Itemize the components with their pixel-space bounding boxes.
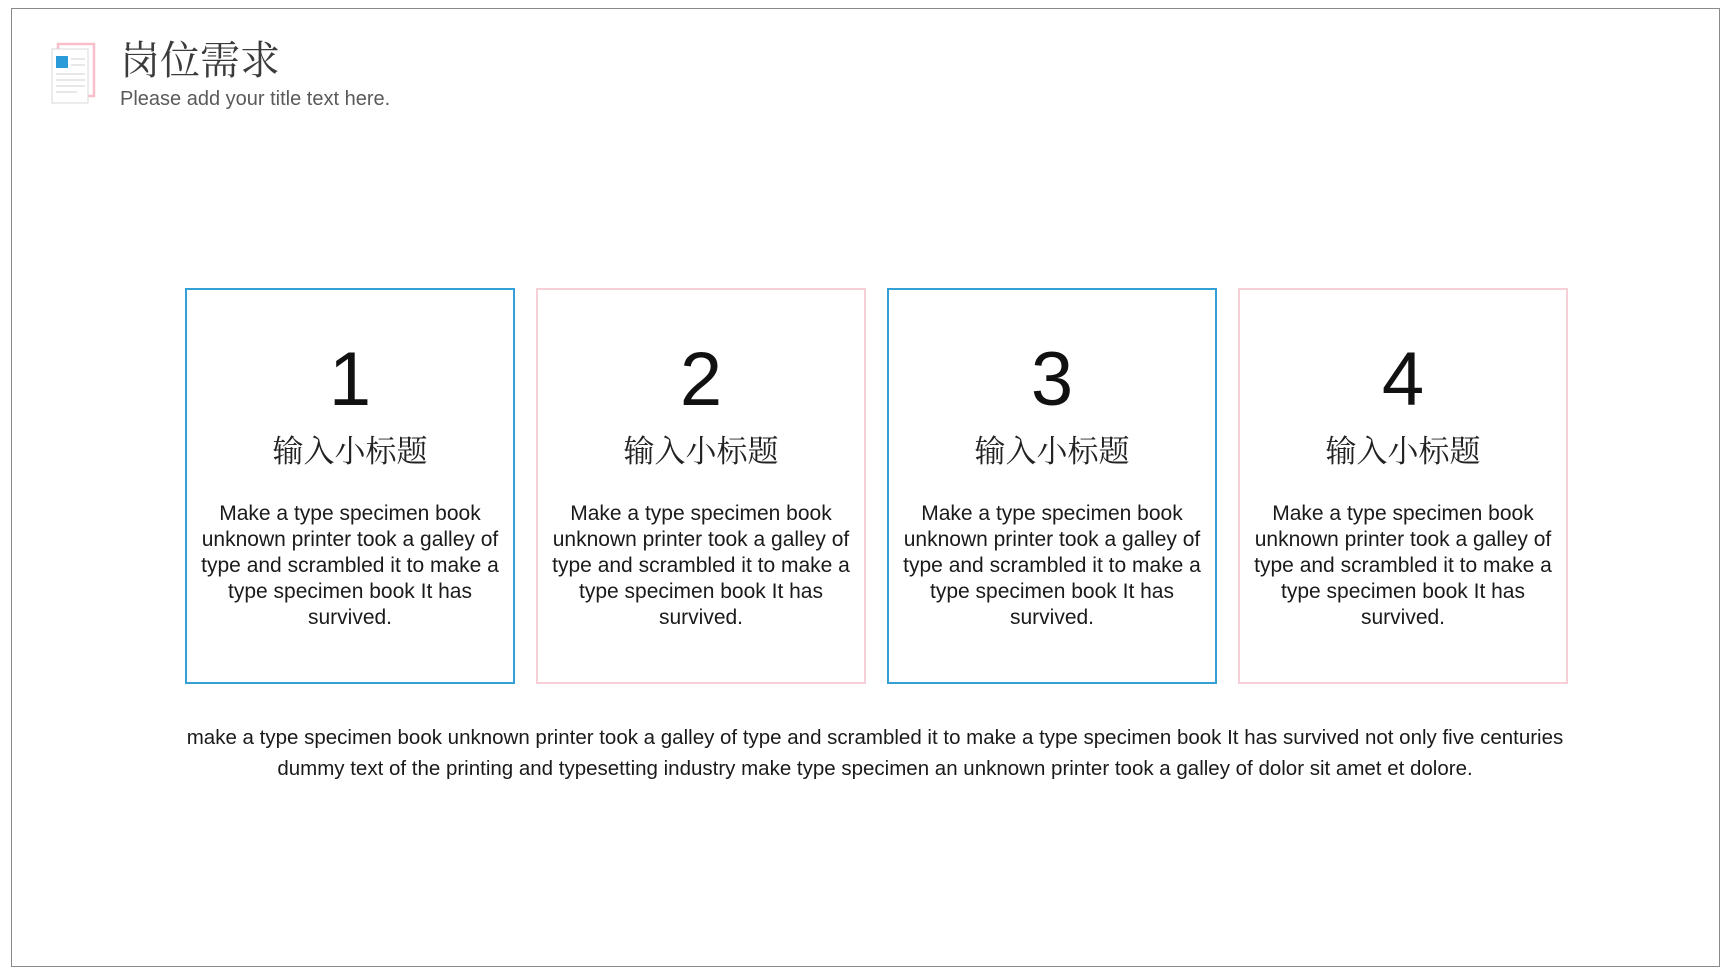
page-subtitle: Please add your title text here. (120, 88, 391, 110)
document-icon (44, 40, 96, 112)
card-body: Make a type specimen book unknown printer took a galley of type and scrambled it to make a type specimen book It has survived. (903, 502, 1201, 629)
card-body: Make a type specimen book unknown printer took a galley of type and scrambled it to make a type specimen book It has survived. (1254, 502, 1552, 629)
card-1 (185, 288, 515, 684)
card-2 (536, 288, 866, 684)
card-body: Make a type specimen book unknown printer took a galley of type and scrambled it to make a type specimen book It has survived. (201, 502, 499, 629)
slide (11, 8, 1720, 967)
card-number: 2 (679, 337, 723, 422)
page-title: 岗位需求 (120, 38, 280, 84)
card-heading: 输入小标题 (1325, 434, 1481, 470)
card-number: 1 (328, 337, 372, 422)
card-heading: 输入小标题 (974, 434, 1130, 470)
card-heading: 输入小标题 (272, 434, 428, 470)
card-3 (887, 288, 1217, 684)
footer-paragraph: make a type specimen book unknown printer took a galley of type and scrambled it to make a type specimen book It has survived not only five centuries dummy text of the printing and typesetting industry make type specimen an unknown printer took a galley of dolor sit amet et dolore. (186, 726, 1564, 780)
card-body: Make a type specimen book unknown printer took a galley of type and scrambled it to make a type specimen book It has survived. (552, 502, 850, 629)
card-number: 4 (1381, 337, 1425, 422)
card-heading: 输入小标题 (623, 434, 779, 470)
card-4 (1238, 288, 1568, 684)
card-number: 3 (1030, 337, 1074, 422)
